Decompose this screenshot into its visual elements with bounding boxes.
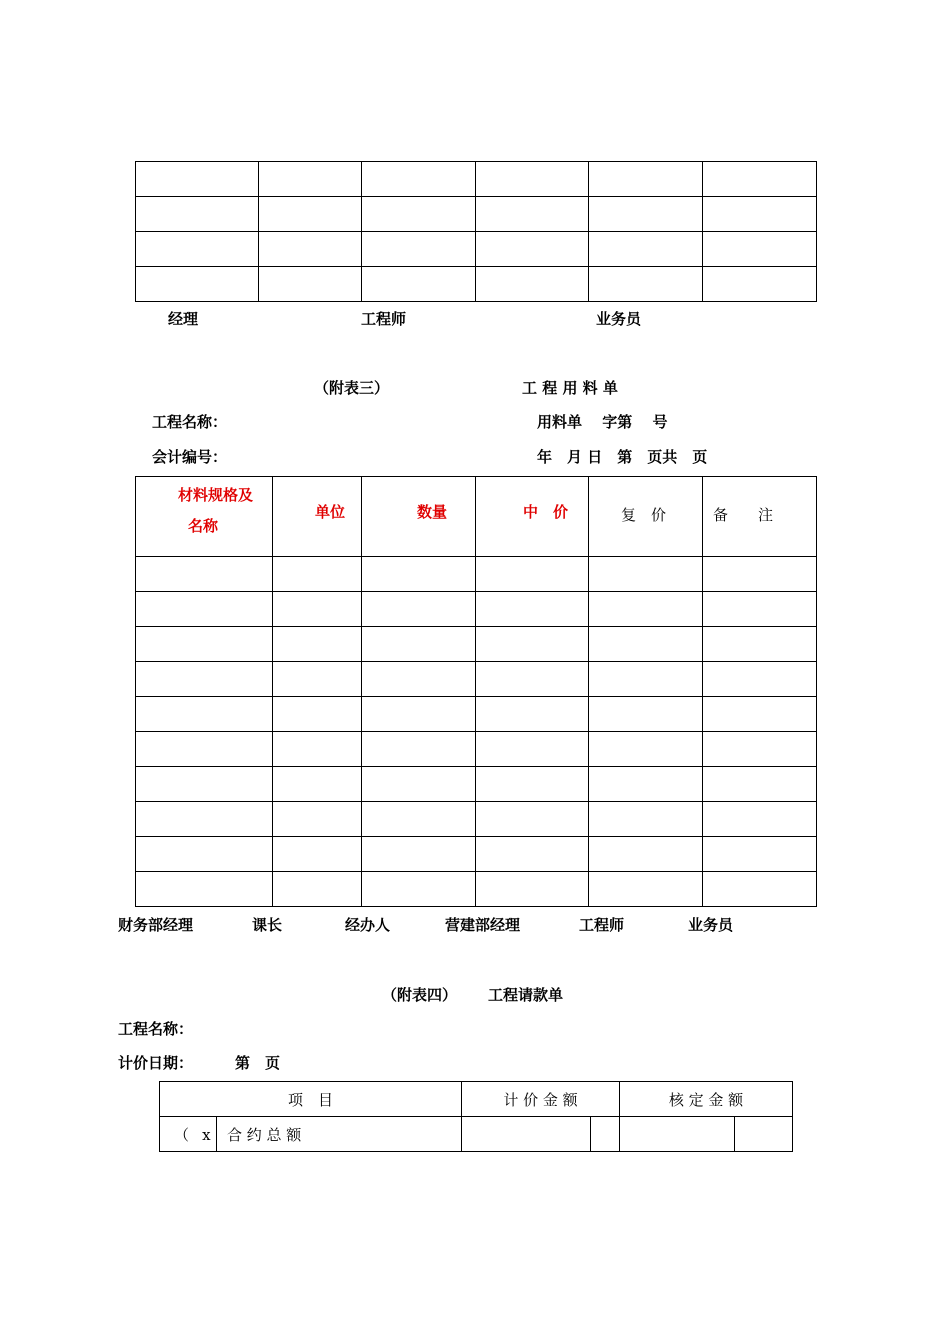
appendix4-title: 工程请款单: [488, 986, 564, 1004]
appendix3-project-name-label: 工程名称：: [152, 413, 228, 431]
appendix3-date-page: 年 月 日 第 页共 页: [537, 448, 708, 466]
signature-engineer: 工程师: [361, 310, 407, 328]
appendix3-accounting-no-label: 会计编号：: [152, 448, 228, 466]
signature-engineer-2: 工程师: [579, 916, 625, 934]
table-row: [136, 837, 817, 872]
row-marker-cell: （ x: [160, 1117, 217, 1152]
table-row: [136, 872, 817, 907]
table-row: [136, 697, 817, 732]
table-row: [136, 767, 817, 802]
header-approved-amount: 核 定 金 额: [620, 1082, 793, 1117]
appendix4-page-label: 第 页: [235, 1054, 281, 1072]
signature-finance-manager: 财务部经理: [118, 916, 194, 934]
appendix3-requisition-no: 用料单 字第 号: [537, 413, 668, 431]
table-row: [136, 557, 817, 592]
table-row: [160, 1117, 793, 1152]
header-remark: 备 注: [703, 477, 817, 557]
signature-handler: 经办人: [345, 916, 391, 934]
header-priced-amount: 计 价 金 额: [462, 1082, 620, 1117]
signature-section-chief: 课长: [252, 916, 283, 934]
table-row: [136, 232, 817, 267]
header-row: [136, 477, 817, 557]
header-re-price: 复 价: [589, 477, 703, 557]
header-unit: 单位: [273, 477, 362, 557]
payment-table: [159, 1081, 793, 1152]
header-row: [160, 1082, 793, 1117]
header-mid-price: 中 价: [476, 477, 589, 557]
table-row: [136, 802, 817, 837]
appendix3-label: （附表三）: [314, 379, 390, 397]
appendix4-project-name-label: 工程名称：: [118, 1020, 194, 1038]
header-quantity: 数量: [362, 477, 476, 557]
appendix4-pricing-date-label: 计价日期：: [118, 1054, 194, 1072]
appendix4-label: （附表四）: [382, 986, 458, 1004]
table-row: [136, 197, 817, 232]
table-row: [136, 267, 817, 302]
header-item: 项 目: [160, 1082, 462, 1117]
signature-manager: 经理: [168, 310, 199, 328]
table-row: [136, 592, 817, 627]
row-label-cell: 合 约 总 额: [217, 1117, 462, 1152]
top-table: [135, 161, 817, 302]
signature-construction-manager: 营建部经理: [445, 916, 521, 934]
table-row: [136, 732, 817, 767]
header-material: 材料规格及 名称: [136, 477, 273, 557]
table-row: [136, 162, 817, 197]
table-row: [136, 662, 817, 697]
signature-clerk-2: 业务员: [688, 916, 734, 934]
signature-clerk: 业务员: [596, 310, 642, 328]
table-row: [136, 627, 817, 662]
material-table: [135, 476, 817, 907]
appendix3-title: 工 程 用 料 单: [522, 379, 618, 397]
